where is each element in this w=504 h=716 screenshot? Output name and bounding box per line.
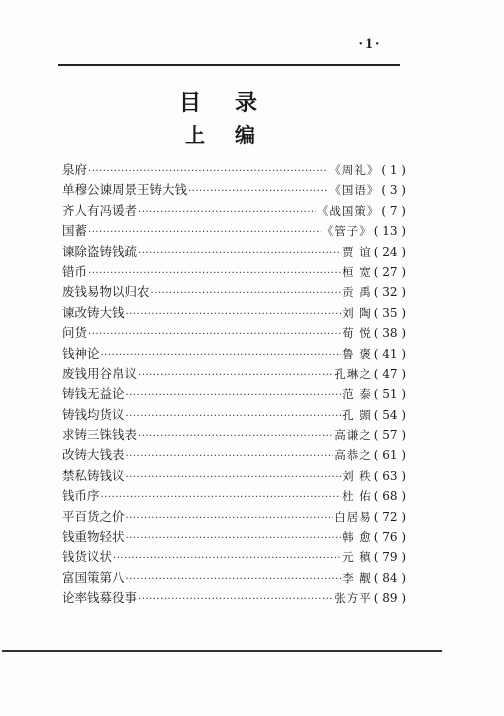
toc-entry-title: 铸钱无益论 <box>62 386 125 402</box>
dot-leader <box>126 529 342 549</box>
toc-entry-source: 孔琳之 <box>334 366 372 381</box>
dot-leader <box>126 509 334 529</box>
toc-entry-page: ( 24 ) <box>373 244 406 259</box>
toc-entry-title: 钱神论 <box>62 345 100 361</box>
toc-entry <box>62 221 406 241</box>
toc-entry-source: 贡 禹 <box>342 285 372 300</box>
toc-entry-title: 求铸三铢钱表 <box>62 427 138 443</box>
toc-entry <box>62 527 406 547</box>
toc-entry <box>62 344 406 364</box>
dot-leader <box>88 223 321 243</box>
dot-leader <box>138 427 333 447</box>
header-rule <box>58 64 400 66</box>
toc-entry-page: ( 57 ) <box>373 428 406 443</box>
dot-leader <box>126 386 342 406</box>
toc-entry-page: ( 84 ) <box>373 570 406 585</box>
toc-entry <box>62 242 406 262</box>
dot-leader <box>138 203 316 223</box>
toc-entry-title: 废钱用谷帛议 <box>62 365 138 381</box>
dot-leader <box>126 570 342 590</box>
toc-entry-title: 改铸大钱表 <box>62 447 125 463</box>
toc-entry-page: ( 3 ) <box>381 183 406 198</box>
toc-entry-page: ( 72 ) <box>373 509 406 524</box>
dot-leader <box>126 468 342 488</box>
toc-entry-title: 平百货之价 <box>62 508 125 524</box>
toc-entry-source: 高谦之 <box>334 428 372 443</box>
toc-entry-title: 国蓄 <box>62 223 88 239</box>
toc-entry-title: 单穆公谏周景王铸大钱 <box>62 182 188 198</box>
toc-entry-title: 论率钱募役事 <box>62 590 138 606</box>
dot-leader <box>101 346 342 366</box>
toc-entry-source: 孔 顗 <box>342 407 372 422</box>
toc-entry-title: 钱货议状 <box>62 549 113 565</box>
page-number: ·1· <box>358 36 382 52</box>
toc-entry-source: 高恭之 <box>334 448 372 463</box>
footer-rule <box>2 650 442 652</box>
toc-entry-page: ( 61 ) <box>373 448 406 463</box>
toc-entry-source: 范 泰 <box>342 387 372 402</box>
dot-leader <box>88 325 341 345</box>
toc-entry-title: 禁私铸钱议 <box>62 467 125 483</box>
dot-leader <box>138 244 341 264</box>
toc-entry <box>62 466 406 486</box>
dot-leader <box>88 264 341 284</box>
toc-entry <box>62 160 406 180</box>
toc-entry-page: ( 54 ) <box>373 407 406 422</box>
toc-entry <box>62 180 406 200</box>
toc-entry-page: ( 32 ) <box>373 285 406 300</box>
toc-entry-page: ( 1 ) <box>381 163 406 177</box>
dot-leader <box>138 590 333 610</box>
toc-entry-source: 白居易 <box>334 509 372 524</box>
toc-entry <box>62 568 406 588</box>
toc-entry-source: 桓 宽 <box>342 264 372 279</box>
toc-entry-page: ( 68 ) <box>373 489 406 504</box>
toc-entry-title: 泉府 <box>62 162 88 177</box>
toc-entry-source: 贾 谊 <box>342 244 372 259</box>
dot-leader <box>126 407 342 427</box>
toc-entry <box>62 425 406 445</box>
toc-entry-source: 《国语》 <box>329 183 380 198</box>
toc-entry-source: 韩 愈 <box>342 530 372 545</box>
toc-entry-title: 齐人有冯谖者 <box>62 202 138 218</box>
toc-entry-page: ( 47 ) <box>373 366 406 381</box>
toc-entry <box>62 547 406 567</box>
toc-entry <box>62 323 406 343</box>
toc-entry <box>62 262 406 282</box>
toc-entry <box>62 282 406 302</box>
toc-entry-page: ( 76 ) <box>373 530 406 545</box>
toc-entry <box>62 405 406 425</box>
toc-entry-title: 废钱易物以归农 <box>62 284 150 300</box>
table-of-contents <box>62 160 406 609</box>
contents-title: 目录 <box>178 91 291 116</box>
toc-entry-title: 钱币序 <box>62 488 100 504</box>
toc-entry-source: 刘 秩 <box>342 468 372 483</box>
toc-entry-source: 李 觏 <box>342 570 372 585</box>
toc-entry-page: ( 38 ) <box>373 326 406 341</box>
toc-entry-title: 钱重物轻状 <box>62 529 125 545</box>
toc-entry-title: 谏除盗铸钱疏 <box>62 243 138 259</box>
toc-entry <box>62 588 406 608</box>
dot-leader <box>126 447 334 467</box>
dot-leader <box>101 488 342 508</box>
toc-entry-title: 富国策第八 <box>62 569 125 585</box>
toc-entry-page: ( 79 ) <box>373 550 406 565</box>
dot-leader <box>88 162 328 182</box>
toc-entry <box>62 384 406 404</box>
toc-entry <box>62 303 406 323</box>
dot-leader <box>138 366 333 386</box>
toc-entry-page: ( 51 ) <box>373 387 406 402</box>
toc-entry <box>62 507 406 527</box>
toc-entry <box>62 445 406 465</box>
toc-entry-page: ( 13 ) <box>373 224 406 239</box>
toc-entry-title: 谏改铸大钱 <box>62 304 125 320</box>
toc-entry <box>62 201 406 221</box>
dot-leader <box>188 182 328 202</box>
toc-entry-source: 《战国策》 <box>316 203 380 218</box>
toc-entry-title: 问货 <box>62 325 88 341</box>
toc-entry-page: ( 41 ) <box>373 346 406 361</box>
toc-entry-source: 《周礼》 <box>329 163 380 177</box>
toc-entry-page: ( 89 ) <box>373 591 406 606</box>
toc-entry <box>62 486 406 506</box>
toc-entry <box>62 364 406 384</box>
toc-entry-title: 错币 <box>62 263 88 279</box>
toc-entry-page: ( 63 ) <box>373 468 406 483</box>
dot-leader <box>151 284 342 304</box>
toc-entry-page: ( 27 ) <box>373 264 406 279</box>
toc-entry-source: 张方平 <box>334 591 372 606</box>
dot-leader <box>126 305 342 325</box>
toc-entry-source: 鲁 褒 <box>342 346 372 361</box>
toc-entry-source: 荀 悦 <box>342 326 372 341</box>
part-heading: 上编 <box>185 123 285 147</box>
toc-entry-page: ( 7 ) <box>381 203 406 218</box>
toc-entry-source: 杜 佑 <box>342 489 372 504</box>
toc-entry-page: ( 35 ) <box>373 305 406 320</box>
toc-entry-source: 刘 陶 <box>342 305 372 320</box>
toc-entry-source: 《管子》 <box>321 224 372 239</box>
dot-leader <box>113 549 341 569</box>
toc-entry-source: 元 稹 <box>342 550 372 565</box>
toc-entry-title: 铸钱均货议 <box>62 406 125 422</box>
